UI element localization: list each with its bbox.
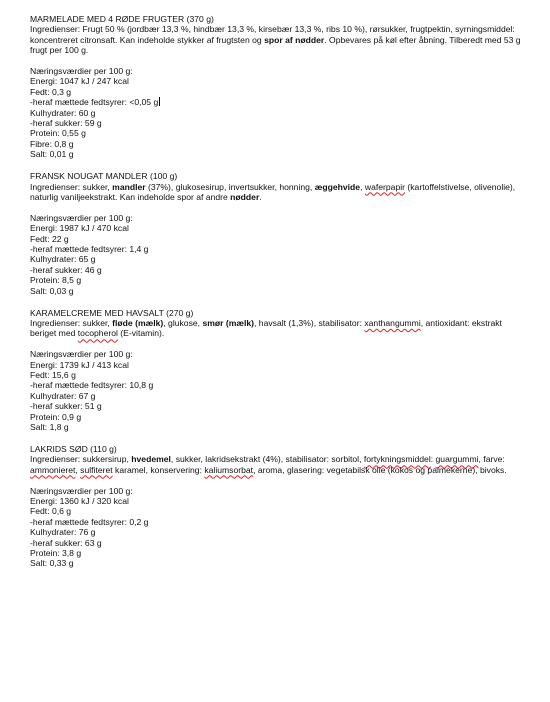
ingredients-paragraph — [30, 318, 524, 339]
nutrition-line: Protein: 0,55 g — [30, 128, 86, 139]
ingredient-text: , havsalt (1,3%), stabilisator: — [254, 317, 365, 328]
ingredients-paragraph — [30, 24, 524, 55]
nutrition-line: Fedt: 0,6 g — [30, 506, 72, 517]
nutrition-line: Fedt: 15,6 g — [30, 369, 76, 380]
nutrition-line — [30, 97, 524, 107]
ingredient-text: Ingredienser: sukkersirup, — [30, 454, 132, 465]
nutrition-header: Næringsværdier per 100 g: — [30, 212, 133, 223]
product-section-lakrids — [30, 444, 524, 569]
product-section-karamelcreme — [30, 308, 524, 433]
product-title: KARAMELCREME MED HAVSALT (270 g) — [30, 307, 194, 318]
nutrition-line: Fedt: 22 g — [30, 233, 69, 244]
nutrition-line: Energi: 1360 kJ / 320 kcal — [30, 495, 129, 506]
nutrition-line: Energi: 1047 kJ / 247 kcal — [30, 76, 129, 87]
allergen-text: æggehvide — [314, 181, 361, 192]
spellcheck-word: kaliumsorbat — [204, 464, 254, 475]
blank-line — [30, 339, 524, 349]
nutrition-header: Næringsværdier per 100 g: — [30, 349, 133, 360]
nutrition-line: Kulhydrater: 76 g — [30, 527, 96, 538]
ingredient-text: , farve: — [478, 454, 505, 465]
spellcheck-word: ammonieret — [30, 464, 76, 475]
nutrition-line: Protein: 0,9 g — [30, 411, 82, 422]
ingredient-text: karamel, konservering: — [112, 464, 205, 475]
product-title: MARMELADE MED 4 RØDE FRUGTER (370 g) — [30, 14, 214, 24]
nutrition-line: -heraf sukker: 51 g — [30, 401, 102, 412]
nutrition-header: Næringsværdier per 100 g: — [30, 66, 133, 77]
nutrition-line: -heraf mættede fedtsyrer: 0,2 g — [30, 516, 149, 527]
nutrition-header: Næringsværdier per 100 g: — [30, 485, 133, 496]
ingredient-text: (E-vitamin). — [117, 328, 165, 339]
allergen-text: nødder — [230, 191, 260, 202]
ingredients-paragraph — [30, 182, 524, 203]
nutrition-line: -heraf mættede fedtsyrer: 1,4 g — [30, 244, 149, 254]
ingredient-text: : — [430, 454, 436, 465]
ingredient-text: , — [360, 181, 365, 192]
nutrition-line: Fedt: 0,3 g — [30, 86, 72, 97]
spellcheck-word: xanthangummi — [364, 317, 421, 328]
nutrition-line: -heraf sukker: 63 g — [30, 537, 102, 548]
ingredient-text: Ingredienser: sukker, — [30, 181, 113, 192]
ingredient-text: Ingredienser: sukker, — [30, 317, 113, 328]
nutrition-line: -heraf mættede fedtsyrer: 10,8 g — [30, 380, 154, 391]
ingredient-text: , aroma, glasering: vegetabilsk olie (kokos og palmekerne), bivoks. — [253, 464, 507, 475]
nutrition-line: Energi: 1739 kJ / 413 kcal — [30, 359, 129, 370]
ingredient-text: , — [75, 464, 81, 475]
product-title: FRANSK NOUGAT MANDLER (100 g) — [30, 171, 178, 182]
blank-line — [30, 475, 524, 485]
text-cursor — [159, 97, 160, 106]
nutrition-line: Salt: 0,01 g — [30, 149, 74, 160]
ingredient-text: . — [259, 191, 262, 202]
nutrition-line: Energi: 1987 kJ / 470 kcal — [30, 223, 129, 234]
ingredient-text: , sukker, lakridsekstrakt (4%), stabilisator: sorbitol, — [170, 454, 364, 465]
ingredient-text: (kartoffelstivelse, olivenolie), naturlig vaniljeekstrakt. Kan indeholde spor af andre — [30, 181, 516, 202]
nutrition-line: Salt: 0,33 g — [30, 558, 74, 569]
nutrition-line: Salt: 1,8 g — [30, 421, 69, 432]
spellcheck-word: guargummi — [435, 454, 479, 465]
nutrition-line: -heraf sukker: 59 g — [30, 118, 102, 129]
blank-line — [30, 202, 524, 212]
ingredient-text: , antioxidant: ekstrakt beriget med — [30, 317, 502, 339]
spellcheck-word: sulfiteret — [80, 464, 113, 475]
allergen-text: smør (mælk) — [202, 317, 255, 328]
allergen-text: fløde (mælk) — [112, 317, 164, 328]
nutrition-line: -heraf sukker: 46 g — [30, 264, 102, 275]
ingredient-text: , glukose, — [163, 317, 203, 328]
product-section-marmelade — [30, 14, 524, 160]
nutrition-line: Kulhydrater: 67 g — [30, 390, 96, 401]
allergen-text: spor af nødder — [264, 34, 325, 45]
blank-line — [30, 56, 524, 66]
nutrition-line: Protein: 3,8 g — [30, 547, 82, 558]
nutrition-line: Fibre: 0,8 g — [30, 138, 74, 149]
nutrition-line: Salt: 0,03 g — [30, 285, 74, 296]
ingredient-text: (37%), glukosesirup, invertsukker, honning, — [145, 181, 315, 192]
ingredient-text: . Opbevares på køl efter åbning. Tilberedt med 53 g frugt per 100 g. — [30, 34, 521, 56]
ingredient-text: Ingredienser: Frugt 50 % (jordbær 13,3 %, hindbær 13,3 %, kirsebær 13,3 %, ribs 10 %), rørsukker, frugtpektin, syrningsmiddel: koncentreret citronsaft. Kan indeholde stykker af frugtsten og — [30, 24, 515, 45]
nutrition-line: Kulhydrater: 60 g — [30, 107, 96, 118]
spellcheck-word: waferpapir — [364, 181, 405, 192]
nutrition-line: Protein: 8,5 g — [30, 275, 82, 286]
nutrition-line-text: -heraf mættede fedtsyrer: <0,05 g — [30, 97, 159, 108]
product-section-nougat — [30, 171, 524, 296]
allergen-text: hvedemel — [131, 454, 171, 465]
ingredients-paragraph — [30, 454, 524, 475]
spellcheck-word: fortykningsmiddel — [363, 454, 431, 465]
nutrition-line: Kulhydrater: 65 g — [30, 254, 96, 265]
product-title: LAKRIDS SØD (110 g) — [30, 443, 117, 454]
spellcheck-word: tocopherol — [77, 328, 118, 339]
allergen-text: mandler — [112, 181, 146, 192]
